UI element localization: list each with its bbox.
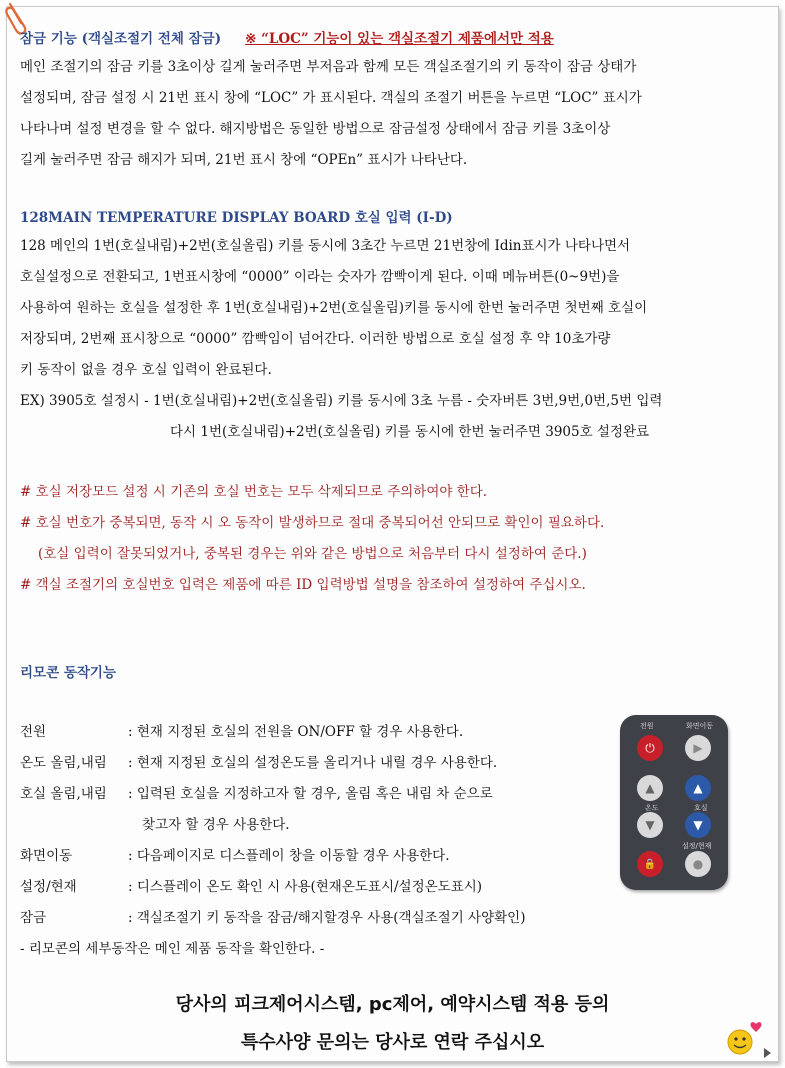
lock-notice: ※ “LOC” 기능이 있는 객실조절기 제품에서만 적용: [245, 31, 554, 47]
caution-4: # 객실 조절기의 호실번호 입력은 제품에 따른 ID 입력방법 설명을 참조하여 설정하여 주십시오.: [20, 577, 586, 593]
set-current-icon: ●: [685, 851, 711, 877]
remote-note: - 리모콘의 세부동작은 메인 제품 동작을 확인한다. -: [20, 941, 325, 957]
function-desc-continued: 찾고자 할 경우 사용한다.: [142, 817, 290, 833]
remote-section: [20, 660, 116, 686]
function-desc: : 디스플레이 온도 확인 시 사용(현재온도표시/설정온도표시): [128, 879, 483, 895]
caution-1: # 호실 저장모드 설정 시 기존의 호실 번호는 모두 삭제되므로 주의하여야 한다.: [20, 484, 488, 500]
function-desc: : 현재 지정된 호실의 전원을 ON/OFF 할 경우 사용한다.: [128, 724, 464, 740]
remote-label-set: 설정/현재: [682, 842, 712, 850]
remote-functions-list: [20, 717, 525, 965]
lock-paragraph-line-3: 나타나며 설정 변경을 할 수 없다. 해지방법은 동일한 방법으로 잠금설정 상태에서 잠금 키를 3초이상: [20, 121, 611, 137]
function-desc: : 객실조절기 키 동작을 잠금/해지할경우 사용(객실조절기 사양확인): [128, 910, 526, 926]
function-desc: : 현재 지정된 호실의 설정온도를 올리거나 내릴 경우 사용한다.: [128, 755, 498, 771]
remote-function-row: [20, 872, 525, 903]
function-label: 호실 올림,내림: [20, 786, 107, 802]
function-desc: : 입력된 호실을 지정하고자 할 경우, 올림 혹은 내림 차 순으로: [128, 786, 493, 802]
room-example-line-1: EX) 3905호 설정시 - 1번(호실내림)+2번(호실올림) 키를 동시에 3초 누름 - 숫자버튼 3번,9번,0번,5번 입력: [20, 393, 663, 409]
footer-line-1: 당사의 피크제어시스템, pc제어, 예약시스템 적용 등의: [175, 994, 610, 1015]
power-icon: ⏻: [637, 735, 663, 761]
room-input-title: 128MAIN TEMPERATURE DISPLAY BOARD 호실 입력 (I-D): [20, 210, 453, 226]
lock-paragraph-line-4: 길게 눌러주면 잠금 해지가 되며, 21번 표시 창에 “OPEn” 표시가 나타난다.: [20, 152, 468, 168]
remote-label-temp: 온도: [645, 804, 659, 812]
caution-3: (호실 입력이 잘못되었거나, 중복된 경우는 위와 같은 방법으로 처음부터 다시 설정하여 준다.): [38, 546, 587, 562]
lock-title: 잠금 기능 (객실조절기 전체 잠금): [20, 31, 222, 47]
temp-down-icon: ▼: [637, 812, 663, 838]
function-desc: : 다음페이지로 디스플레이 창을 이동할 경우 사용한다.: [128, 848, 450, 864]
footer-line-2: 특수사양 문의는 당사로 연락 주십시오: [240, 1032, 545, 1053]
room-input-section: [20, 205, 662, 448]
lock-paragraph-line-1: 메인 조절기의 잠금 키를 3초이상 길게 눌러주면 부저음과 함께 모든 객실조절기의 키 동작이 잠금 상태가: [20, 59, 637, 75]
room-line-3: 사용하여 원하는 호실을 설정한 후 1번(호실내림)+2번(호실올림)키를 동시에 한번 눌러주면 첫번째 호실이: [20, 300, 648, 316]
remote-label-room: 호실: [694, 804, 708, 812]
remote-function-row: [20, 717, 525, 748]
play-icon: ▶: [685, 735, 711, 761]
remote-function-row: [20, 779, 525, 810]
function-label: 화면이동: [20, 848, 73, 864]
caution-2: # 호실 번호가 중복되면, 동작 시 오 동작이 발생하므로 절대 중복되어선 안되므로 확인이 필요하다.: [20, 515, 605, 531]
remote-function-row: [20, 748, 525, 779]
room-example-line-2: 다시 1번(호실내림)+2번(호실올림) 키를 동시에 한번 눌러주면 3905호 설정완료: [170, 424, 650, 440]
room-line-1: 128 메인의 1번(호실내림)+2번(호실올림) 키를 동시에 3초간 누르면 21번창에 Idin표시가 나타나면서: [20, 238, 631, 254]
room-down-icon: ▼: [685, 812, 711, 838]
remote-function-row: [20, 903, 525, 934]
page-corner-icon: [764, 1048, 771, 1058]
function-label: 설정/현재: [20, 879, 77, 895]
temp-up-icon: ▲: [637, 775, 663, 801]
function-label: 온도 올림,내림: [20, 755, 107, 771]
room-up-icon: ▲: [685, 775, 711, 801]
lock-icon: 🔒: [637, 851, 663, 877]
function-label: 전원: [20, 724, 47, 740]
function-label: 잠금: [20, 910, 47, 926]
lock-section: [20, 26, 642, 176]
cautions-section: [20, 477, 604, 601]
remote-label-power: 전원: [640, 722, 654, 730]
smiley-heart-icon: [722, 1018, 766, 1058]
remote-control-image: [620, 715, 728, 890]
remote-title: 리모콘 동작기능: [20, 665, 116, 681]
remote-label-screen: 화면이동: [686, 722, 714, 730]
remote-function-row: [20, 841, 525, 872]
room-line-2: 호실설정으로 전환되고, 1번표시창에 “0000” 이라는 숫자가 깜빡이게 된다. 이때 메뉴버튼(0~9번)을: [20, 269, 620, 285]
lock-paragraph-line-2: 설정되며, 잠금 설정 시 21번 표시 창에 “LOC” 가 표시된다. 객실의 조절기 버튼을 누르면 “LOC” 표시가: [20, 90, 642, 106]
room-line-5: 키 동작이 없을 경우 호실 입력이 완료된다.: [20, 362, 272, 378]
room-line-4: 저장되며, 2번째 표시창으로 “0000” 깜빡임이 넘어간다. 이러한 방법으로 호실 설정 후 약 10초가량: [20, 331, 611, 347]
